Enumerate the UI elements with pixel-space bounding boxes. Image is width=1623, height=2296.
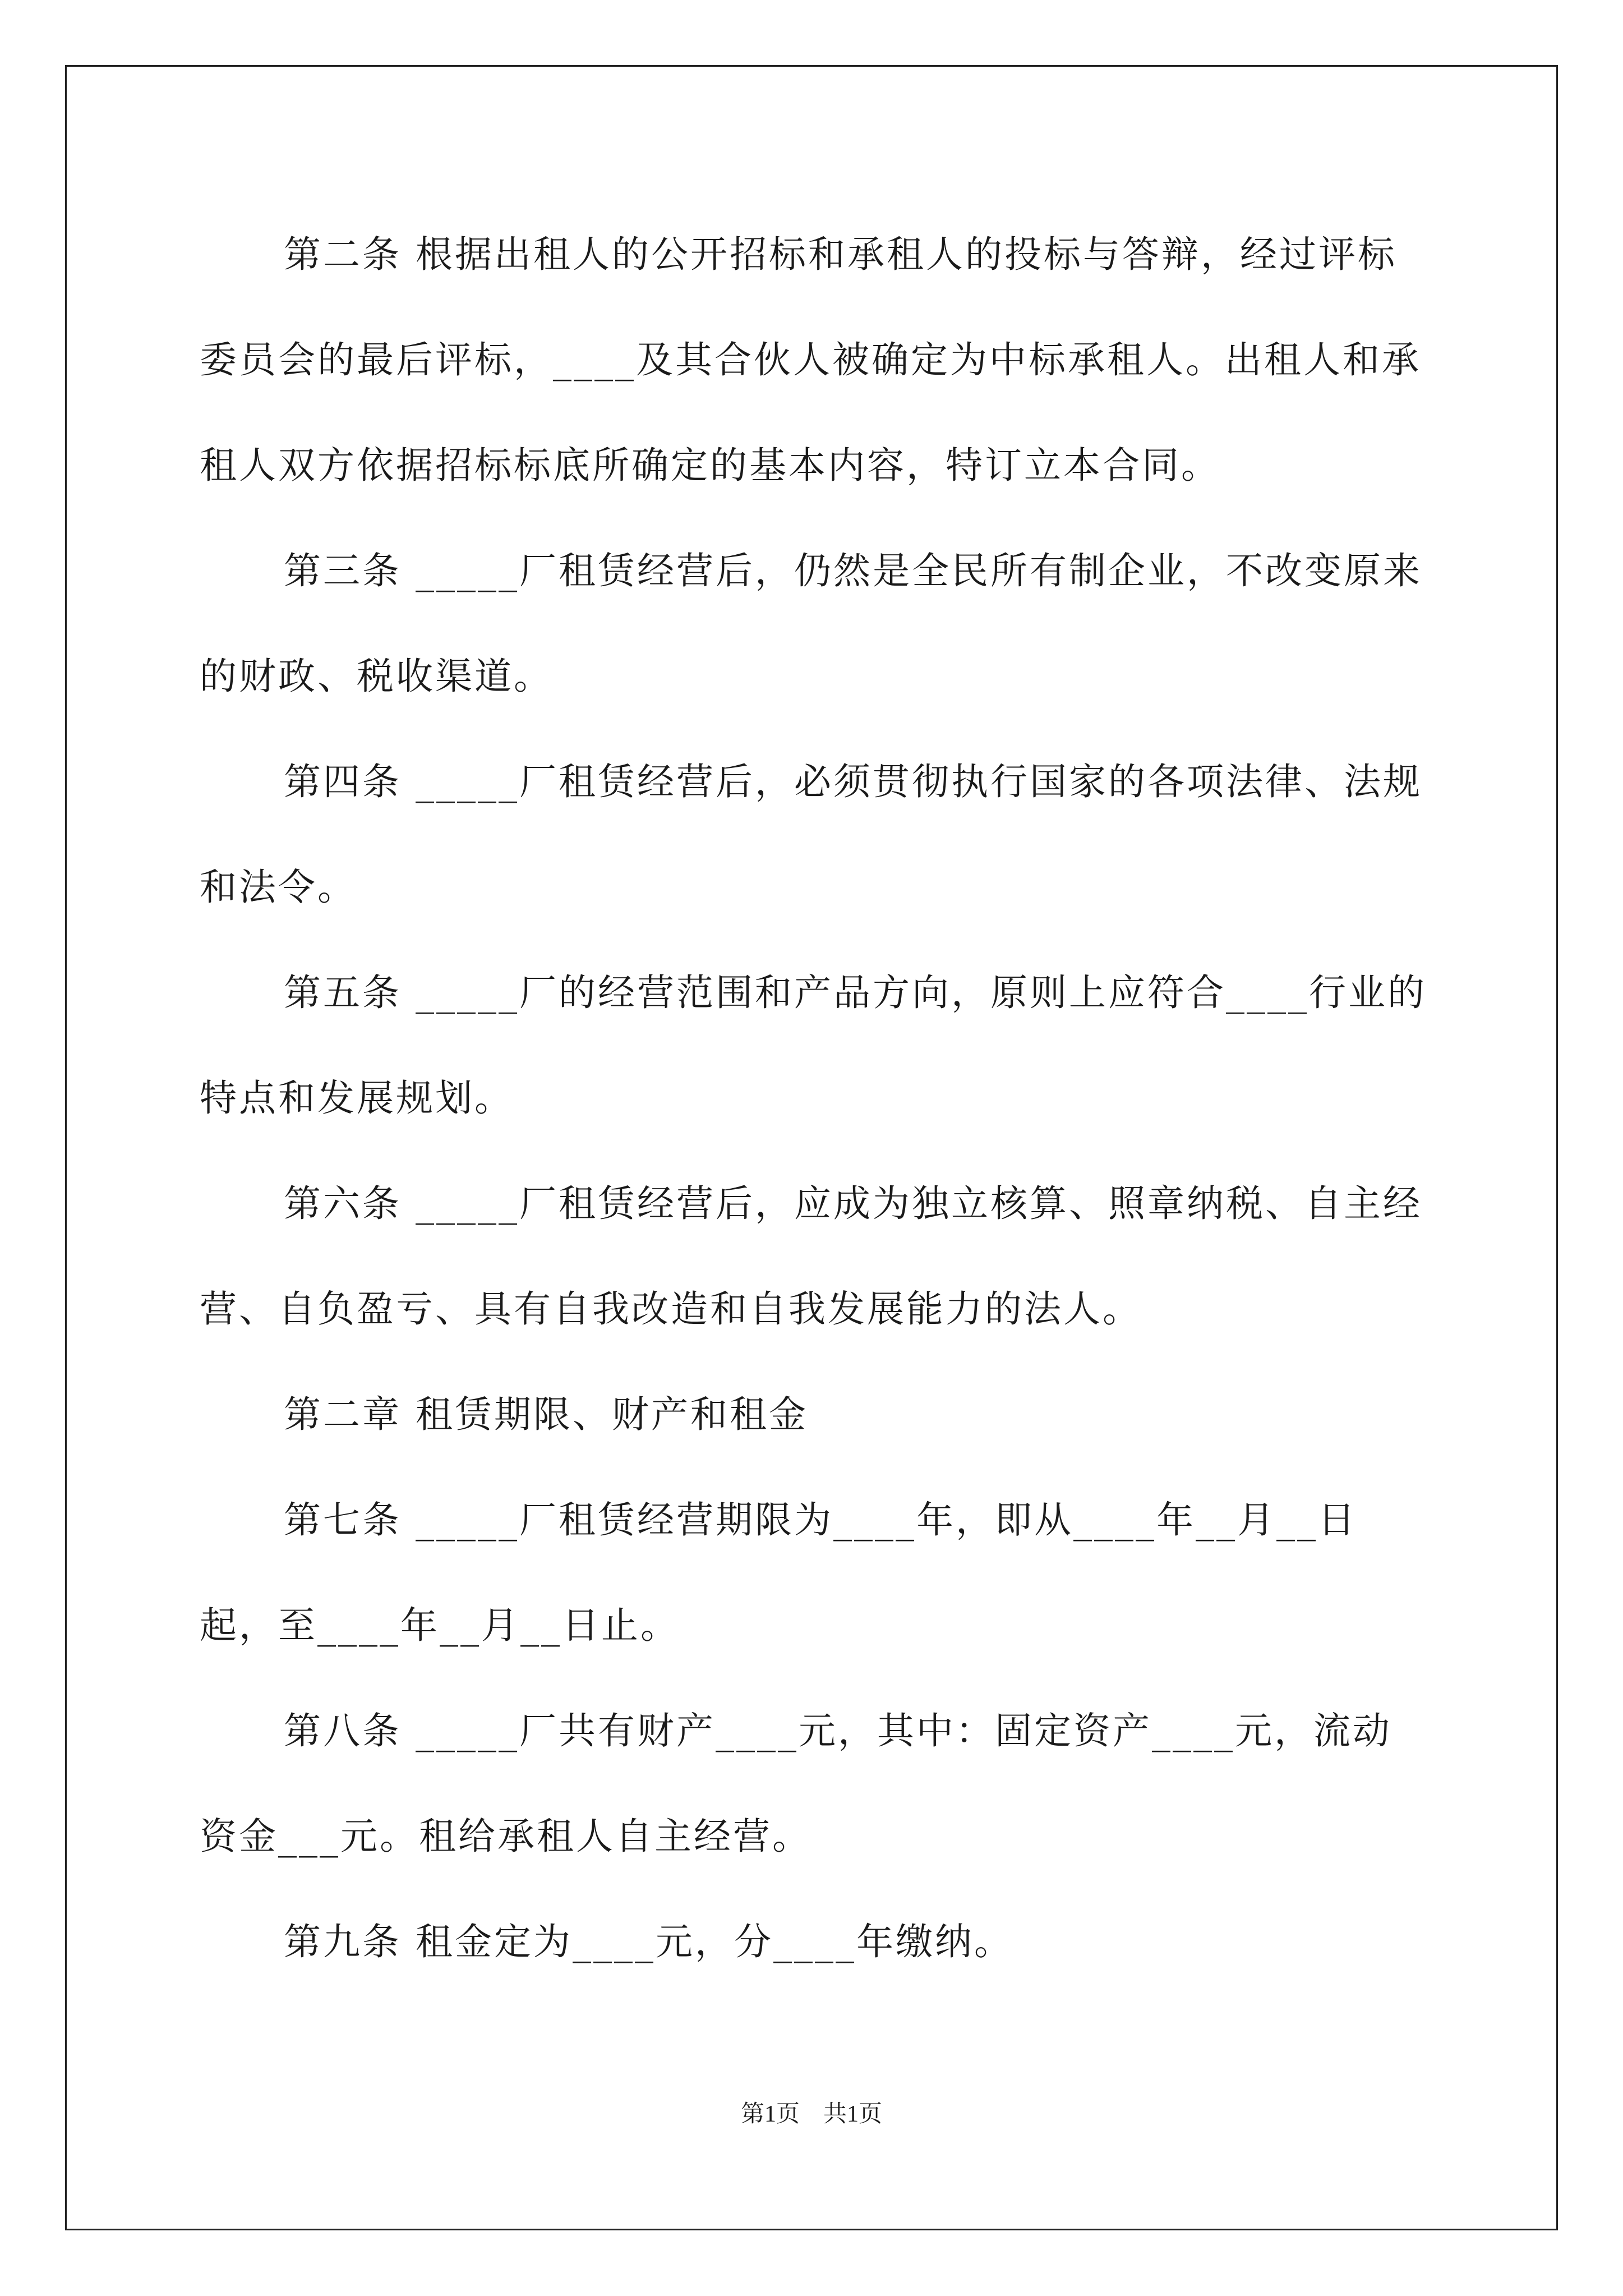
article-2: 第二条 根据出租人的公开招标和承租人的投标与答辩，经过评标委员会的最后评标，____及其合伙人被确定为中标承租人。出租人和承租人双方依据招标标底所确定的基本内容，特订立本合同。 — [200, 233, 1421, 487]
article-8: 第八条 _____厂共有财产____元，其中：固定资产____元，流动资金___元。租给承租人自主经营。 — [200, 1709, 1392, 1858]
article-9: 第九条 租金定为____元，分____年缴纳。 — [284, 1920, 1013, 1963]
article-6: 第六条 _____厂租赁经营后，应成为独立核算、照章纳税、自主经营、自负盈亏、具有自我改造和自我发展能力的法人。 — [200, 1182, 1422, 1331]
article-5: 第五条 _____厂的经营范围和产品方向，原则上应符合____行业的特点和发展规划。 — [200, 971, 1427, 1120]
document-body — [200, 202, 1428, 1995]
page-footer: 第1页 共1页 — [740, 2101, 882, 2127]
article-4: 第四条 _____厂租赁经营后，必须贯彻执行国家的各项法律、法规和法令。 — [200, 760, 1422, 909]
chapter-2-heading: 第二章 租赁期限、财产和租金 — [284, 1393, 808, 1436]
article-7: 第七条 _____厂租赁经营期限为____年，即从____年__月__日起，至____年__月__日止。 — [200, 1498, 1357, 1647]
article-3: 第三条 _____厂租赁经营后，仍然是全民所有制企业，不改变原来的财政、税收渠道。 — [200, 549, 1422, 698]
